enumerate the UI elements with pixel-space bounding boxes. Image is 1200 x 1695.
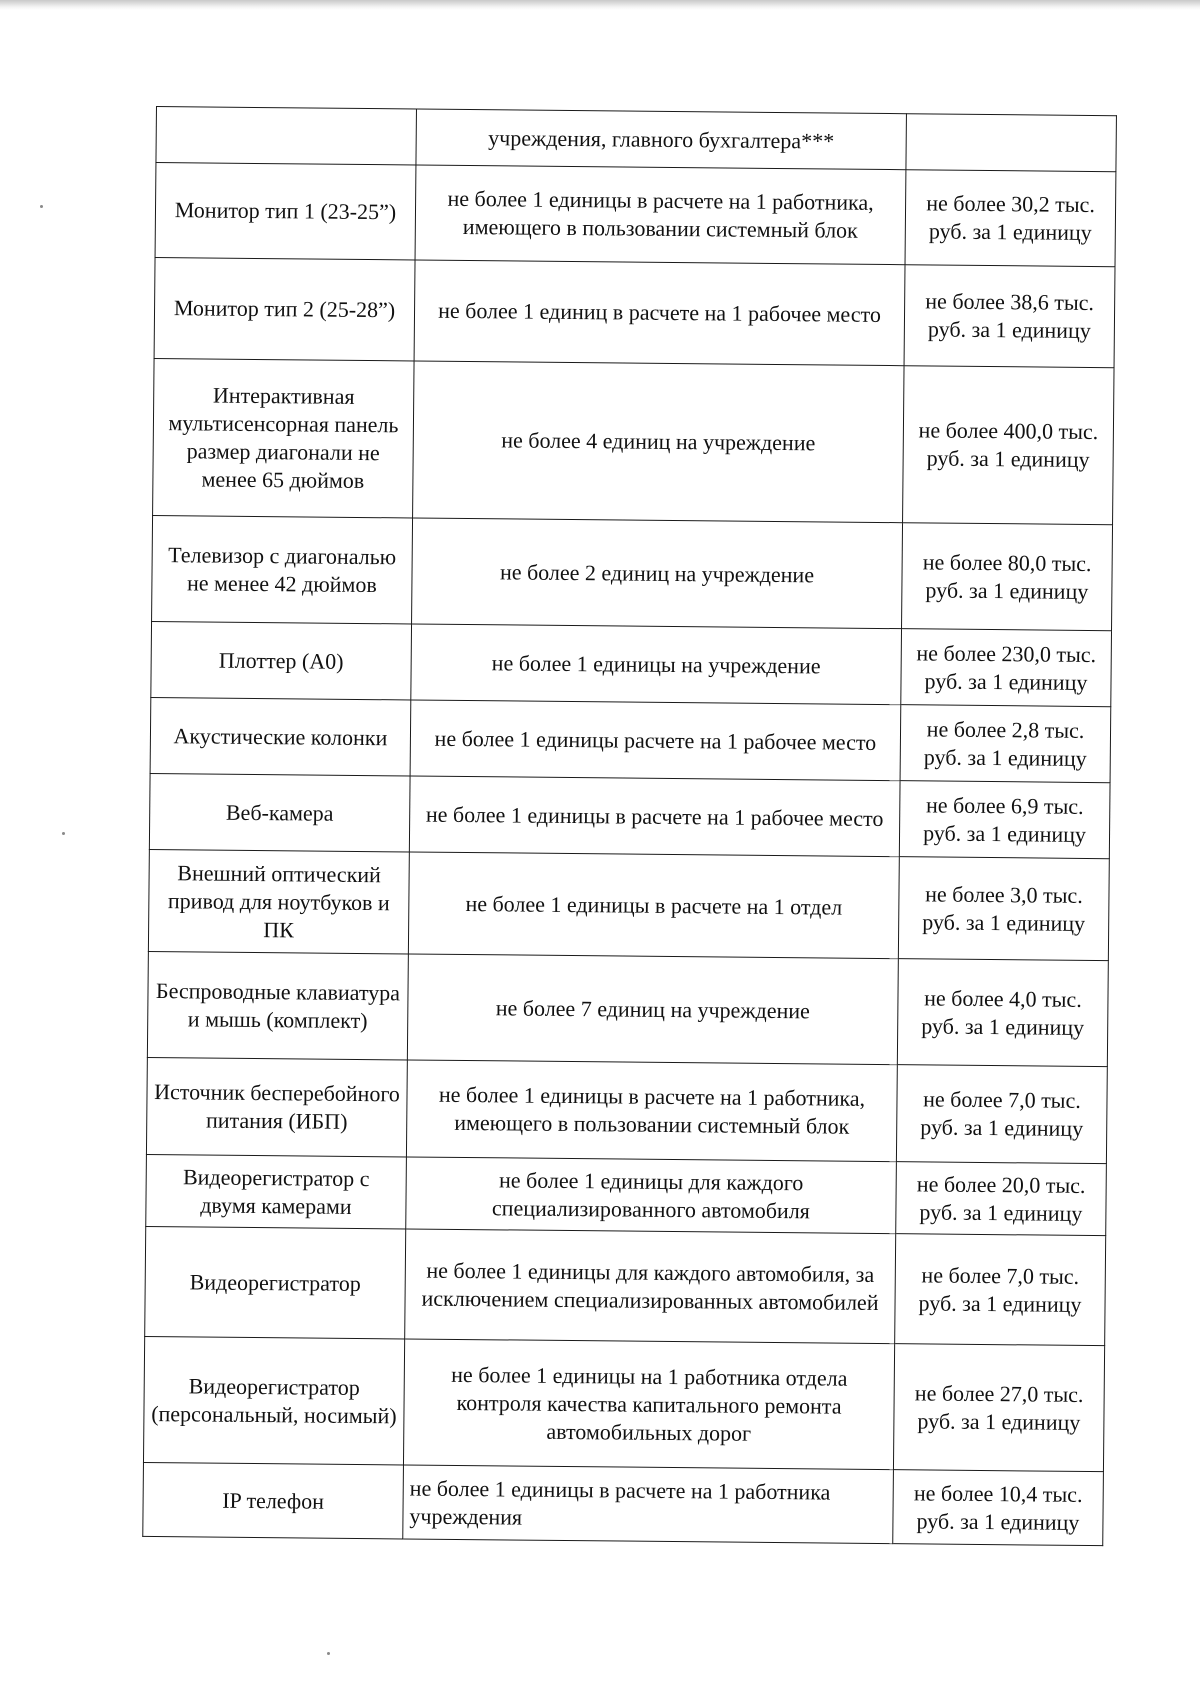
quantity-norm-cell: не более 1 единицы в расчете на 1 рабочее место [409,776,900,857]
equipment-norms-table [142,106,1117,1546]
item-name-cell [156,107,417,165]
table-row [156,107,1116,172]
item-name-cell: Акустические колонки [150,697,411,775]
price-norm-cell: не более 80,0 тыс. руб. за 1 единицу [902,523,1113,631]
scan-top-edge [0,0,1200,10]
price-norm-cell: не более 2,8 тыс. руб. за 1 единицу [900,705,1111,783]
table-row [152,515,1113,630]
table-row [151,621,1112,706]
price-norm-cell: не более 6,9 тыс. руб. за 1 единицу [899,781,1110,859]
item-name-cell: Видеорегистратор [145,1226,406,1338]
table-row [146,1154,1107,1235]
quantity-norm-cell: не более 1 единицы расчете на 1 рабочее место [410,700,901,781]
item-name-cell: Интерактивная мультисенсорная панель размер диагонали не менее 65 дюймов [153,358,414,517]
item-name-cell: IP телефон [143,1462,404,1538]
price-norm-cell: не более 400,0 тыс. руб. за 1 единицу [903,366,1114,525]
quantity-norm-cell: не более 1 единицы в расчете на 1 отдел [408,852,899,959]
item-name-cell: Видеорегистратор (персональный, носимый) [143,1336,404,1464]
item-name-cell: Видеорегистратор с двумя камерами [146,1154,407,1228]
scan-speck [327,1652,330,1655]
price-norm-cell: не более 27,0 тыс. руб. за 1 единицу [893,1344,1104,1472]
price-norm-cell: не более 7,0 тыс. руб. за 1 единицу [895,1234,1106,1346]
price-norm-cell [906,114,1117,172]
price-norm-cell: не более 10,4 тыс. руб. за 1 единицу [893,1470,1104,1546]
quantity-norm-cell: не более 7 единиц на учреждение [407,954,898,1065]
document-page [142,106,1116,1546]
item-name-cell: Монитор тип 1 (23-25”) [155,163,416,260]
table-row [150,697,1111,782]
price-norm-cell: не более 3,0 тыс. руб. за 1 единицу [898,857,1109,961]
quantity-norm-cell: не более 1 единицы для каждого специализированного автомобиля [406,1157,897,1234]
quantity-norm-cell: не более 1 единицы для каждого автомобиля, за исключением специализированных автомобилей [405,1229,896,1344]
table-row [154,257,1115,367]
quantity-norm-cell: не более 2 единиц на учреждение [412,518,903,629]
quantity-norm-cell: учреждения, главного бухгалтера*** [416,109,907,170]
quantity-norm-cell: не более 1 единицы в расчете на 1 работника, имеющего в пользовании системный блок [415,165,906,265]
quantity-norm-cell: не более 1 единицы в расчете на 1 работника учреждения [403,1465,894,1544]
item-name-cell: Беспроводные клавиатура и мышь (комплект) [147,951,408,1059]
quantity-norm-cell: не более 1 единицы на учреждение [411,624,902,705]
scan-speck [40,205,43,208]
quantity-norm-cell: не более 1 единиц в расчете на 1 рабочее место [414,260,905,366]
item-name-cell: Источник бесперебойного питания (ИБП) [146,1057,407,1156]
table-row [147,951,1108,1066]
table-row [143,1462,1104,1545]
item-name-cell: Монитор тип 2 (25-28”) [154,257,415,360]
quantity-norm-cell: не более 4 единиц на учреждение [413,361,904,523]
table-row [145,1226,1106,1345]
item-name-cell: Телевизор с диагональю не менее 42 дюймов [152,515,413,623]
table-row [148,849,1109,960]
item-name-cell: Внешний оптический привод для ноутбуков и ПК [148,849,409,953]
table-row [153,358,1114,524]
item-name-cell: Веб-камера [149,773,410,851]
price-norm-cell: не более 230,0 тыс. руб. за 1 единицу [901,629,1112,707]
price-norm-cell: не более 7,0 тыс. руб. за 1 единицу [896,1065,1107,1164]
scan-speck [62,832,65,835]
table-row [149,773,1110,858]
quantity-norm-cell: не более 1 единицы в расчете на 1 работника, имеющего в пользовании системный блок [406,1060,897,1162]
table-row [155,163,1116,267]
table-row [146,1057,1107,1163]
quantity-norm-cell: не более 1 единицы на 1 работника отдела контроля качества капитального ремонта автомобильных дорог [403,1339,894,1470]
price-norm-cell: не более 4,0 тыс. руб. за 1 единицу [897,959,1108,1067]
price-norm-cell: не более 38,6 тыс. руб. за 1 единицу [904,265,1115,368]
price-norm-cell: не более 30,2 тыс. руб. за 1 единицу [905,170,1116,267]
item-name-cell: Плоттер (А0) [151,621,412,699]
table-row [143,1336,1104,1471]
price-norm-cell: не более 20,0 тыс. руб. за 1 единицу [896,1162,1107,1236]
